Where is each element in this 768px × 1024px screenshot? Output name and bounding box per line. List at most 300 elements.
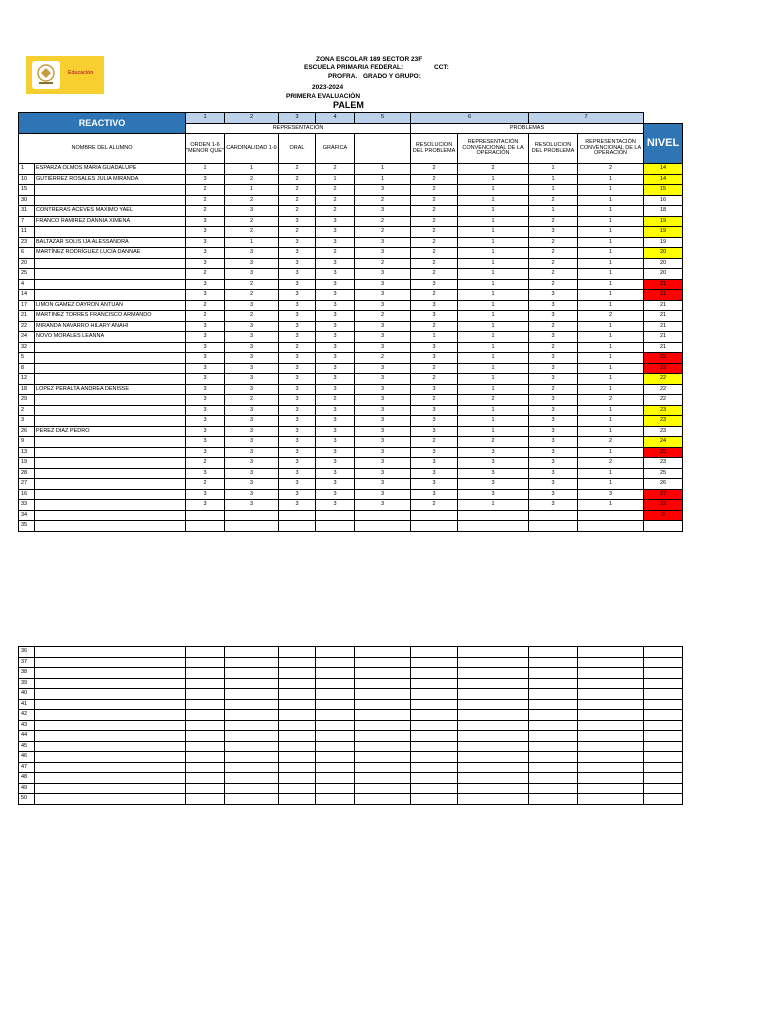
empty-cell [578, 699, 644, 710]
score-cell: 2 [316, 195, 355, 206]
score-cell: 1 [225, 237, 279, 248]
empty-cell [355, 657, 411, 668]
empty-cell [279, 794, 316, 805]
row-number: 47 [19, 762, 35, 773]
score-cell: 1 [578, 468, 644, 479]
row-number: 44 [19, 731, 35, 742]
header-resolucion-1: RESOLUCION DEL PROBLEMA [411, 134, 458, 164]
empty-cell [35, 710, 186, 721]
score-cell: 3 [316, 363, 355, 374]
grado-label: GRADO Y GRUPO: [363, 73, 421, 80]
nivel-cell: 21 [644, 290, 683, 301]
evaluacion-title: PRIMERA EVALUACIÓN [286, 93, 361, 100]
table-row [19, 500, 683, 511]
empty-cell [225, 741, 279, 752]
empty-cell [186, 783, 225, 794]
score-cell: 1 [458, 237, 529, 248]
table-row [19, 437, 683, 448]
score-cell: 2 [411, 500, 458, 511]
score-cell [355, 521, 411, 532]
score-cell: 3 [186, 426, 225, 437]
nivel-cell: 14 [644, 174, 683, 185]
table-row [19, 374, 683, 385]
empty-cell [186, 794, 225, 805]
score-cell: 3 [355, 269, 411, 280]
score-cell [411, 510, 458, 521]
empty-cell [316, 783, 355, 794]
empty-cell [529, 752, 578, 763]
score-cell: 2 [186, 206, 225, 217]
empty-cell [279, 783, 316, 794]
empty-cell [644, 762, 683, 773]
table-row [19, 720, 683, 731]
table-row [19, 258, 683, 269]
empty-cell [411, 657, 458, 668]
score-cell: 2 [316, 395, 355, 406]
score-cell: 3 [529, 227, 578, 238]
score-cell [529, 510, 578, 521]
score-cell: 3 [225, 437, 279, 448]
nivel-cell: 27 [644, 489, 683, 500]
empty-cell [458, 657, 529, 668]
score-cell: 2 [411, 237, 458, 248]
score-cell: 3 [279, 321, 316, 332]
table-row [19, 699, 683, 710]
score-cell: 3 [225, 248, 279, 259]
score-cell: 3 [186, 258, 225, 269]
score-cell: 1 [458, 321, 529, 332]
empty-cell [355, 720, 411, 731]
score-cell: 1 [578, 342, 644, 353]
score-cell: 1 [355, 174, 411, 185]
score-cell: 2 [225, 279, 279, 290]
score-cell: 3 [316, 311, 355, 322]
score-cell: 2 [279, 164, 316, 175]
score-cell: 3 [225, 405, 279, 416]
empty-cell [225, 668, 279, 679]
student-name [35, 258, 186, 269]
table-row [19, 647, 683, 658]
nivel-cell: 18 [644, 206, 683, 217]
score-cell: 3 [279, 290, 316, 301]
student-name: NOVO MORALES LEANNA [35, 332, 186, 343]
header-representacion-2: REPRESENTACIÓN CONVENCIONAL DE LA OPERACIÓN [578, 134, 644, 164]
nivel-cell: 21 [644, 342, 683, 353]
score-cell: 1 [578, 279, 644, 290]
score-cell: 3 [186, 405, 225, 416]
score-cell: 3 [529, 395, 578, 406]
score-cell: 3 [355, 489, 411, 500]
score-cell [225, 521, 279, 532]
empty-cell [529, 647, 578, 658]
row-number: 30 [19, 195, 35, 206]
score-cell: 3 [316, 332, 355, 343]
nivel-cell: 21 [644, 300, 683, 311]
empty-cell [316, 720, 355, 731]
row-number: 6 [19, 248, 35, 259]
score-cell: 3 [411, 405, 458, 416]
score-cell: 2 [411, 164, 458, 175]
score-cell: 3 [355, 332, 411, 343]
score-cell: 3 [225, 416, 279, 427]
header-oral: ORAL [279, 134, 316, 164]
score-cell: 2 [186, 311, 225, 322]
escuela-label: ESCUELA PRIMARIA FEDERAL: [304, 64, 404, 71]
score-cell: 1 [578, 290, 644, 301]
nivel-cell: 23 [644, 458, 683, 469]
nivel-cell: 15 [644, 185, 683, 196]
student-name: ESPARZA OLMOS MARIA GUADALUPE [35, 164, 186, 175]
score-cell: 1 [458, 363, 529, 374]
row-number: 45 [19, 741, 35, 752]
score-cell: 3 [316, 384, 355, 395]
score-cell: 3 [355, 405, 411, 416]
row-number: 19 [19, 458, 35, 469]
score-cell: 3 [316, 342, 355, 353]
score-cell: 2 [355, 258, 411, 269]
empty-cell [316, 647, 355, 658]
score-cell [225, 510, 279, 521]
empty-cell [458, 783, 529, 794]
score-cell: 1 [578, 332, 644, 343]
score-cell: 3 [279, 416, 316, 427]
nivel-cell: 23 [644, 426, 683, 437]
score-cell: 2 [225, 216, 279, 227]
student-name [35, 290, 186, 301]
score-cell: 2 [411, 185, 458, 196]
empty-cell [644, 657, 683, 668]
score-cell: 1 [458, 426, 529, 437]
empty-cell [355, 710, 411, 721]
score-cell: 3 [529, 500, 578, 511]
score-cell: 2 [355, 311, 411, 322]
score-cell: 1 [578, 479, 644, 490]
student-name [35, 500, 186, 511]
student-name [35, 521, 186, 532]
score-cell: 2 [355, 227, 411, 238]
empty-cell [35, 678, 186, 689]
score-cell: 3 [316, 300, 355, 311]
score-cell: 3 [529, 374, 578, 385]
empty-cell [355, 752, 411, 763]
row-number: 22 [19, 321, 35, 332]
student-name: LIMON GAMEZ DAYRON ANTUAN [35, 300, 186, 311]
score-cell: 3 [316, 374, 355, 385]
row-number: 34 [19, 510, 35, 521]
table-row [19, 741, 683, 752]
table-row [19, 311, 683, 322]
score-cell: 1 [458, 500, 529, 511]
score-cell: 1 [578, 426, 644, 437]
score-cell: 1 [458, 216, 529, 227]
student-name [35, 363, 186, 374]
score-cell: 3 [316, 227, 355, 238]
score-cell: 1 [458, 384, 529, 395]
score-cell: 3 [279, 269, 316, 280]
empty-cell [578, 678, 644, 689]
score-cell: 3 [279, 311, 316, 322]
results-table [18, 112, 683, 532]
score-cell: 3 [279, 332, 316, 343]
score-cell: 2 [186, 269, 225, 280]
score-cell [279, 521, 316, 532]
row-number: 1 [19, 164, 35, 175]
score-cell: 3 [411, 384, 458, 395]
student-name [35, 374, 186, 385]
empty-cell [458, 710, 529, 721]
empty-cell [578, 731, 644, 742]
score-cell: 3 [225, 384, 279, 395]
score-cell: 2 [316, 185, 355, 196]
score-cell: 1 [578, 258, 644, 269]
empty-cell [279, 647, 316, 658]
score-cell: 3 [411, 489, 458, 500]
score-cell: 2 [529, 342, 578, 353]
empty-cell [355, 794, 411, 805]
score-cell [458, 510, 529, 521]
row-number: 21 [19, 311, 35, 322]
score-cell [316, 510, 355, 521]
score-cell: 3 [186, 216, 225, 227]
score-cell: 3 [316, 353, 355, 364]
score-cell: 2 [411, 363, 458, 374]
score-cell: 3 [355, 395, 411, 406]
score-cell: 2 [529, 269, 578, 280]
score-cell: 1 [458, 258, 529, 269]
score-cell: 3 [225, 479, 279, 490]
empty-cell [186, 689, 225, 700]
empty-cell [411, 689, 458, 700]
col-number: 2 [225, 113, 279, 124]
score-cell: 3 [355, 426, 411, 437]
empty-cell [225, 762, 279, 773]
nivel-cell: 22 [644, 353, 683, 364]
score-cell: 3 [279, 363, 316, 374]
score-cell: 1 [458, 185, 529, 196]
score-cell: 2 [225, 174, 279, 185]
score-cell: 3 [529, 416, 578, 427]
score-cell: 3 [279, 447, 316, 458]
empty-cell [458, 647, 529, 658]
score-cell: 3 [186, 290, 225, 301]
palem-title: PALEM [333, 100, 364, 110]
empty-cell [411, 710, 458, 721]
empty-cell [411, 741, 458, 752]
student-name: MARTINEZ TORRES FRANCISCO ARMANDO [35, 311, 186, 322]
empty-cell [458, 752, 529, 763]
score-cell: 3 [279, 300, 316, 311]
score-cell: 3 [186, 416, 225, 427]
nivel-cell: 23 [644, 416, 683, 427]
empty-cell [316, 731, 355, 742]
nivel-cell: 16 [644, 195, 683, 206]
row-number: 24 [19, 332, 35, 343]
score-cell: 1 [458, 300, 529, 311]
nivel-cell: 22 [644, 395, 683, 406]
empty-cell [578, 647, 644, 658]
row-number: 7 [19, 216, 35, 227]
empty-cell [529, 668, 578, 679]
score-cell: 1 [578, 447, 644, 458]
score-cell: 2 [316, 206, 355, 217]
row-number: 33 [19, 500, 35, 511]
empty-cell [458, 720, 529, 731]
table-row [19, 710, 683, 721]
profra-label: PROFRA. [328, 73, 358, 80]
score-cell: 3 [279, 489, 316, 500]
score-cell: 1 [458, 311, 529, 322]
empty-cell [316, 689, 355, 700]
score-cell: 2 [186, 185, 225, 196]
nombre-header: NOMBRE DEL ALUMNO [19, 134, 186, 164]
empty-cell [644, 647, 683, 658]
zona-escolar: ZONA ESCOLAR 189 SECTOR 23F [316, 56, 423, 63]
empty-cell [411, 678, 458, 689]
score-cell: 3 [279, 437, 316, 448]
empty-cell [355, 762, 411, 773]
score-cell [316, 521, 355, 532]
score-cell: 3 [355, 437, 411, 448]
score-cell: 1 [411, 332, 458, 343]
score-cell: 2 [411, 216, 458, 227]
cct-label: CCT: [434, 64, 449, 71]
row-number: 29 [19, 395, 35, 406]
row-number: 37 [19, 657, 35, 668]
score-cell: 1 [578, 300, 644, 311]
score-cell: 2 [186, 458, 225, 469]
row-number: 16 [19, 489, 35, 500]
empty-cell [225, 752, 279, 763]
score-cell: 3 [316, 447, 355, 458]
row-number: 13 [19, 447, 35, 458]
score-cell: 3 [186, 363, 225, 374]
score-cell: 3 [316, 216, 355, 227]
score-cell: 3 [529, 353, 578, 364]
score-cell: 3 [225, 426, 279, 437]
score-cell: 3 [186, 489, 225, 500]
empty-cell [35, 783, 186, 794]
score-cell: 3 [279, 374, 316, 385]
score-cell: 1 [458, 353, 529, 364]
score-cell: 3 [458, 447, 529, 458]
score-cell: 3 [355, 363, 411, 374]
empty-cell [644, 773, 683, 784]
score-cell: 2 [411, 248, 458, 259]
empty-cell [355, 731, 411, 742]
table-row [19, 279, 683, 290]
score-cell: 2 [279, 342, 316, 353]
student-name [35, 437, 186, 448]
table-row [19, 353, 683, 364]
score-cell: 1 [458, 374, 529, 385]
empty-cell [644, 710, 683, 721]
empty-cell [644, 689, 683, 700]
score-cell: 2 [411, 437, 458, 448]
score-cell: 1 [578, 363, 644, 374]
score-cell: 2 [458, 395, 529, 406]
score-cell: 2 [578, 458, 644, 469]
empty-cell [529, 657, 578, 668]
nivel-cell: 20 [644, 248, 683, 259]
empty-cell [316, 699, 355, 710]
score-cell [529, 521, 578, 532]
empty-cell [279, 699, 316, 710]
score-cell: 2 [578, 164, 644, 175]
score-cell [186, 510, 225, 521]
score-cell: 2 [279, 174, 316, 185]
score-cell: 3 [529, 363, 578, 374]
table-row [19, 290, 683, 301]
row-number: 8 [19, 363, 35, 374]
score-cell: 1 [458, 332, 529, 343]
empty-cell [355, 783, 411, 794]
empty-cell [458, 741, 529, 752]
table-row [19, 332, 683, 343]
score-cell: 3 [225, 353, 279, 364]
empty-cell [458, 689, 529, 700]
score-cell: 1 [355, 164, 411, 175]
empty-cell [35, 647, 186, 658]
empty-cell [186, 752, 225, 763]
score-cell [578, 521, 644, 532]
score-cell: 2 [225, 311, 279, 322]
score-cell [279, 510, 316, 521]
score-cell: 2 [225, 395, 279, 406]
score-cell: 3 [529, 311, 578, 322]
score-cell: 1 [578, 353, 644, 364]
score-cell: 3 [411, 416, 458, 427]
score-cell [411, 521, 458, 532]
empty-cell [316, 668, 355, 679]
empty-cell [529, 731, 578, 742]
header-grafica: GRÁFICA [316, 134, 355, 164]
empty-cell [186, 657, 225, 668]
student-name [35, 353, 186, 364]
empty-cell [529, 689, 578, 700]
row-number: 32 [19, 342, 35, 353]
score-cell: 1 [529, 185, 578, 196]
nivel-cell: 22 [644, 500, 683, 511]
col-number: 1 [186, 113, 225, 124]
table-row [19, 216, 683, 227]
table-row [19, 164, 683, 175]
empty-cell [35, 657, 186, 668]
header-representacion-1: REPRESENTACIÓN CONVENCIONAL DE LA OPERACIÓN [458, 134, 529, 164]
score-cell: 3 [529, 300, 578, 311]
score-cell: 3 [186, 279, 225, 290]
empty-cell [186, 699, 225, 710]
row-number: 2 [19, 405, 35, 416]
empty-cell [186, 773, 225, 784]
nivel-cell: 20 [644, 258, 683, 269]
score-cell: 3 [279, 248, 316, 259]
score-cell: 3 [316, 321, 355, 332]
empty-cell [279, 657, 316, 668]
col-number: 4 [316, 113, 355, 124]
score-cell: 2 [411, 290, 458, 301]
table-row [19, 458, 683, 469]
empty-cell [411, 699, 458, 710]
score-cell: 2 [225, 227, 279, 238]
score-cell: 3 [279, 500, 316, 511]
empty-cell [578, 762, 644, 773]
empty-cell [578, 657, 644, 668]
student-name [35, 342, 186, 353]
empty-cell [279, 668, 316, 679]
score-cell: 2 [529, 258, 578, 269]
score-cell: 2 [529, 237, 578, 248]
score-cell: 3 [316, 269, 355, 280]
